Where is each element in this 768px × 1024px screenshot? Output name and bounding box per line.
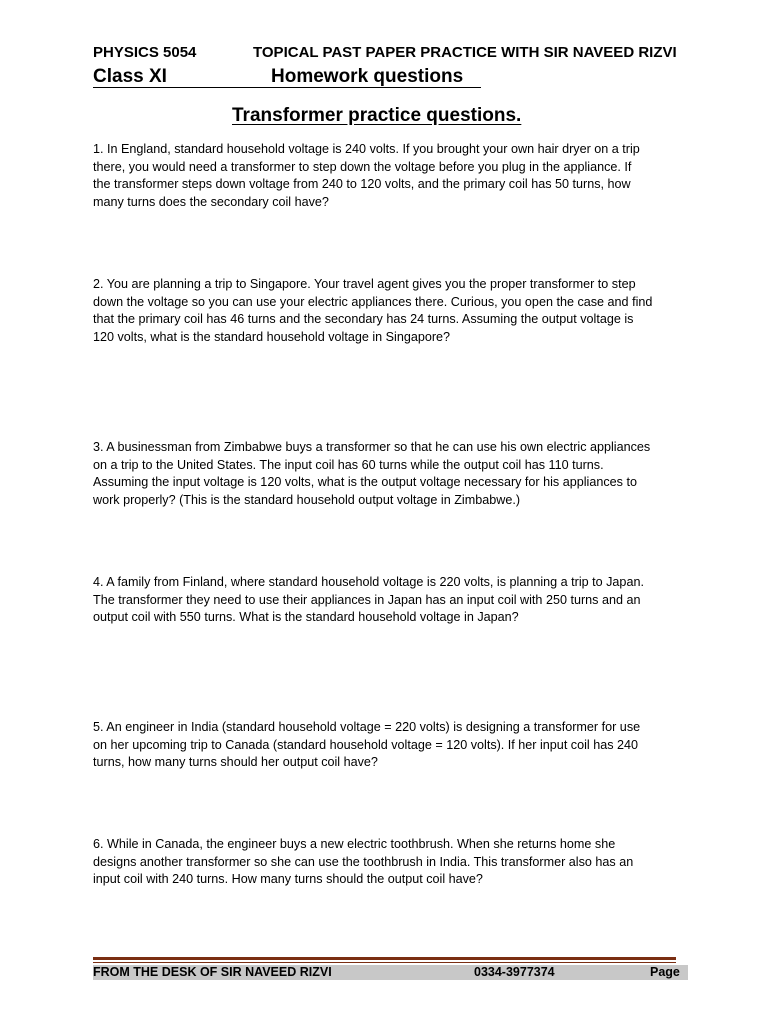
footer-rule — [93, 957, 676, 963]
series-title: TOPICAL PAST PAPER PRACTICE WITH SIR NAVEED RIZVI — [253, 44, 677, 61]
footer-rule-thick — [93, 957, 676, 960]
question-6: 6. While in Canada, the engineer buys a new electric toothbrush. When she returns home she designs another transformer so she can use the toothbrush in India. This transformer also has an input coil with 240 turns. How many turns should the output coil have? — [93, 837, 634, 887]
question-5: 5. An engineer in India (standard household voltage = 220 volts) is designing a transformer for use on her upcoming trip to Canada (standard household voltage = 120 volts). If her input coil has 240 turns, how many turns should her output coil have? — [93, 720, 641, 770]
homework-label: Homework questions — [271, 66, 464, 87]
footer-page-label: Page — [650, 965, 680, 979]
header-class-line — [93, 66, 513, 90]
question-1: 1. In England, standard household voltage is 240 volts. If you brought your own hair dryer on a trip there, you would need a transformer to step down the voltage before you plug in the appliance. If the transformer steps down voltage from 240 to 120 volts, and the primary coil has 50 turns, how many turns does the secondary coil have? — [93, 142, 640, 209]
footer-rule-thin — [93, 962, 676, 963]
question-2: 2. You are planning a trip to Singapore. Your travel agent gives you the proper transformer to step down the voltage so you can use your electric appliances there. Curious, you open the case and find that the primary coil has 46 turns and the secondary has 24 turns. Assuming the output voltage is 120 volts, what is the standard household voltage in Singapore? — [93, 277, 653, 344]
footer-desk-text: FROM THE DESK OF SIR NAVEED RIZVI — [93, 965, 332, 979]
question-4: 4. A family from Finland, where standard household voltage is 220 volts, is planning a trip to Japan. The transformer they need to use their appliances in Japan has an input coil with 250 turns and an output coil with 550 turns. What is the standard household voltage in Japan? — [93, 575, 644, 625]
question-3: 3. A businessman from Zimbabwe buys a transformer so that he can use his own electric appliances on a trip to the United States. The input coil has 60 turns while the output coil has 110 turns. Assuming the input voltage is 120 volts, what is the output voltage necessary for his appliances to work properly? (This is the standard household output voltage in Zimbabwe.) — [93, 440, 651, 507]
page-footer — [93, 965, 688, 980]
footer-phone: 0334-3977374 — [474, 965, 555, 979]
class-label: Class XI — [93, 66, 167, 87]
page-title: Transformer practice questions. — [232, 105, 522, 126]
subject-code: PHYSICS 5054 — [93, 44, 197, 61]
